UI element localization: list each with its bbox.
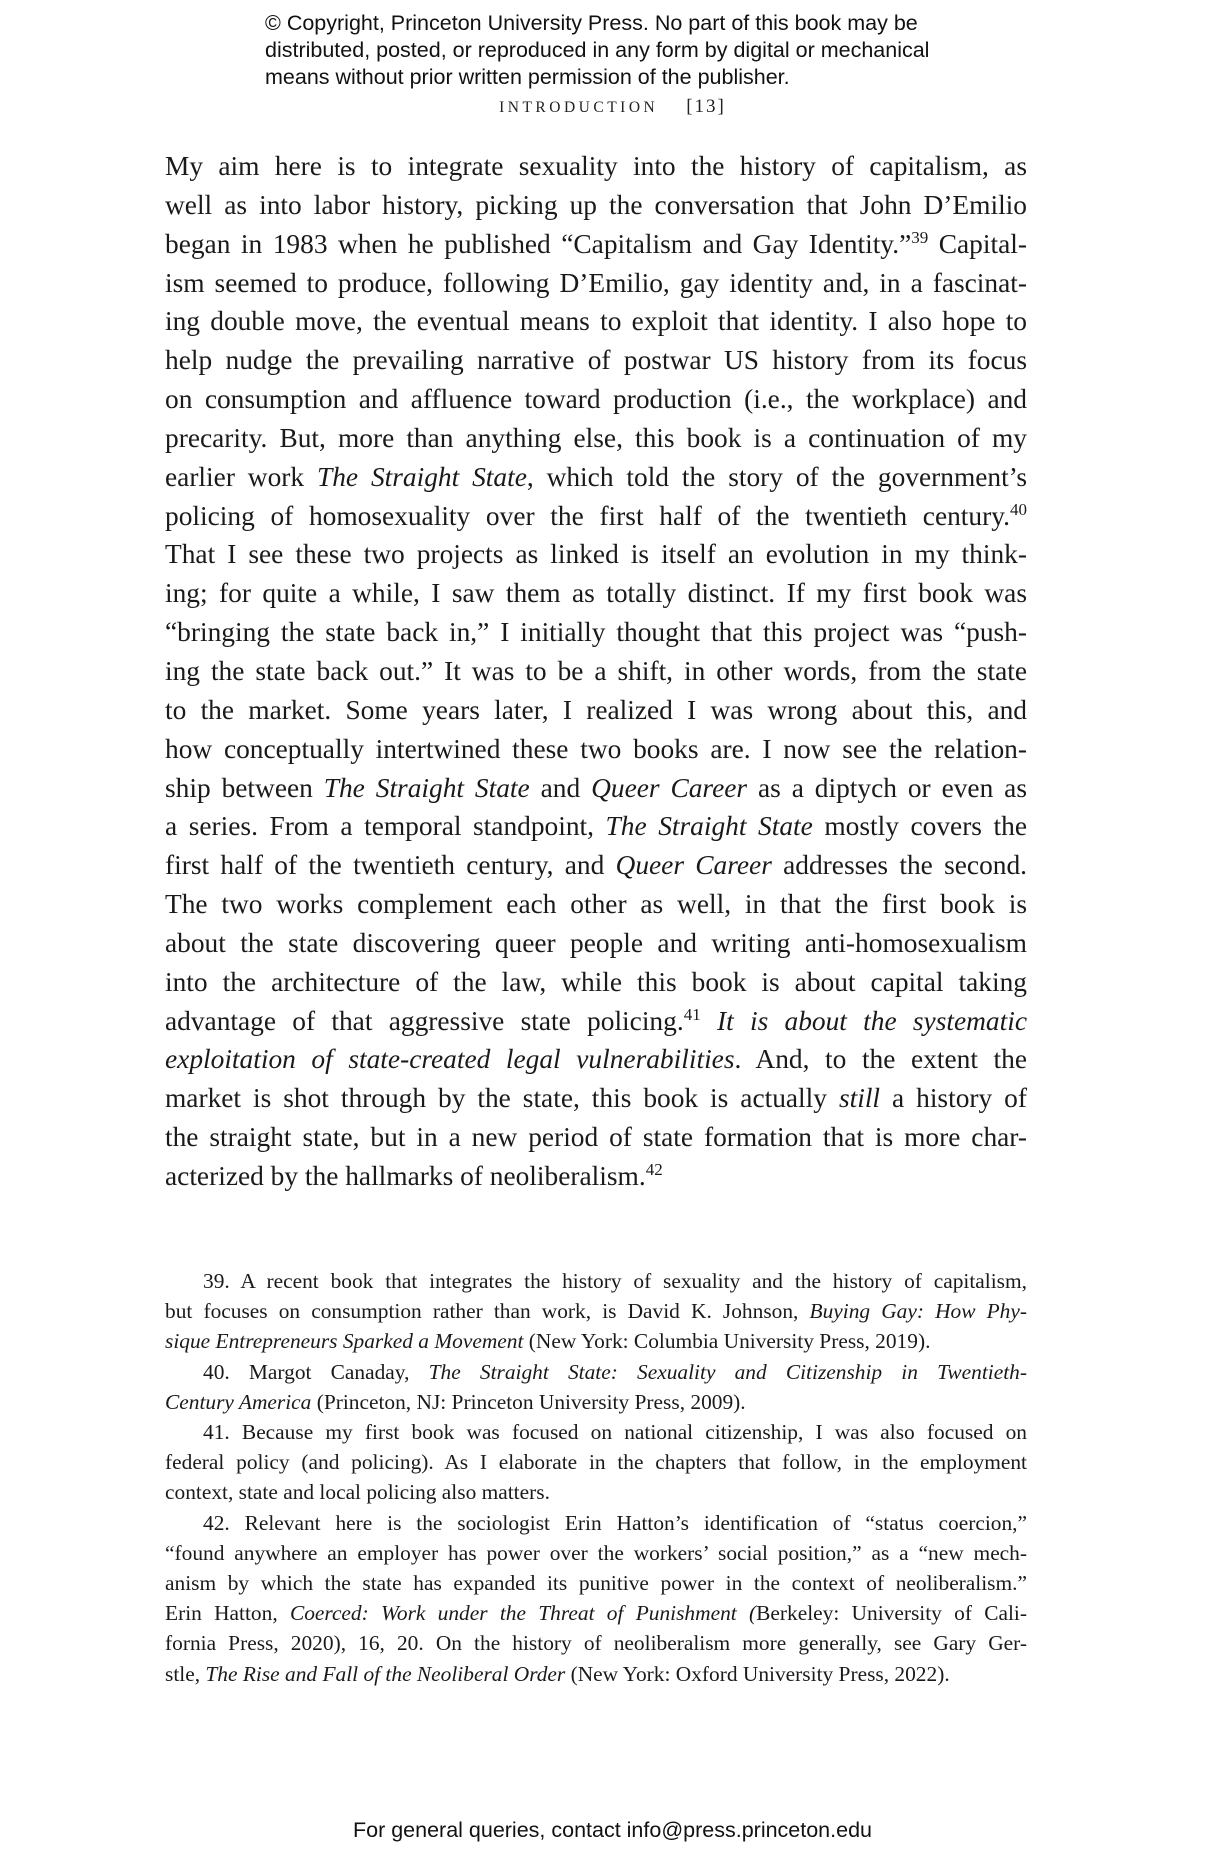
text-line: to the market. Some years later, I realized I was wrong about this, and xyxy=(165,694,1027,725)
footnote-line: “found anywhere an employer has power over the workers’ social position,” as a “new mech- xyxy=(165,1540,1027,1565)
footnote-line xyxy=(165,1326,1027,1356)
running-head xyxy=(0,96,1225,118)
running-head-section: INTRODUCTION xyxy=(499,99,659,116)
text-span: (New York: Oxford University Press, 2022). xyxy=(565,1661,950,1686)
footnote-ref[interactable]: 42 xyxy=(645,1159,663,1179)
text-span: advantage of that aggressive state policing. xyxy=(165,1005,684,1036)
text-line: on consumption and affluence toward production (i.e., the workplace) and xyxy=(165,384,1027,415)
text-line: “bringing the state back in,” I initially thought that this project was “push- xyxy=(165,617,1027,648)
text-span: began in 1983 when he published “Capitalism and Gay Identity.” xyxy=(165,228,912,259)
text-span: Capital- xyxy=(928,228,1027,259)
text-line xyxy=(165,1040,1027,1079)
copyright-line: © Copyright, Princeton University Press. No part of this book may be xyxy=(265,11,918,35)
text-line: well as into labor history, picking up the conversation that John D’Emilio xyxy=(165,189,1027,220)
text-span: market is shot through by the state, this book is actually xyxy=(165,1083,839,1114)
footnote-line: context, state and local policing also matters. xyxy=(165,1480,550,1505)
book-title: The Straight State xyxy=(605,811,813,842)
text-line: That I see these two projects as linked is itself an evolution in my think- xyxy=(165,539,1027,570)
footnote-ref[interactable]: 40 xyxy=(1010,499,1027,519)
text-span: policing of homosexuality over the first half of the twentieth century. xyxy=(165,500,1010,531)
text-span: mostly covers the xyxy=(812,811,1027,842)
book-title: The Rise and Fall of the Neoliberal Order xyxy=(205,1661,566,1686)
text-span: acterized by the hallmarks of neoliberalism. xyxy=(165,1160,646,1191)
text-span: a history of xyxy=(880,1083,1027,1114)
text-line xyxy=(165,1002,1027,1041)
book-title: Buying Gay: How Phy- xyxy=(809,1299,1027,1324)
footnote-line: federal policy (and policing). As I elaborate in the chapters that follow, in the employment xyxy=(165,1450,1027,1475)
footnote-line xyxy=(165,1387,1027,1417)
footnote-40 xyxy=(165,1357,1027,1387)
text-span: 40. Margot Canaday, xyxy=(203,1359,429,1384)
text-span: ship between xyxy=(165,772,324,803)
text-span: , which told the story of the government’s xyxy=(526,461,1027,492)
text-line: into the architecture of the law, while this book is about capital taking xyxy=(165,966,1027,997)
footnote-39: 39. A recent book that integrates the history of sexuality and the history of capitalism, xyxy=(203,1269,1027,1293)
footnote-42: 42. Relevant here is the sociologist Erin Hatton’s identification of “status coercion,” xyxy=(203,1510,1027,1535)
text-line: ing; for quite a while, I saw them as totally distinct. If my first book was xyxy=(165,578,1027,609)
text-line xyxy=(165,807,1027,846)
book-title: Queer Career xyxy=(615,850,772,881)
page-number: [13] xyxy=(686,96,726,117)
text-span: and xyxy=(529,772,592,803)
book-title: The Straight State xyxy=(316,461,527,492)
footnote-41: 41. Because my first book was focused on national citizenship, I was also focused on xyxy=(203,1420,1027,1445)
emphasis-text: exploitation of state-created legal vulnerabilities xyxy=(165,1044,735,1075)
book-title: The Straight State: Sexuality and Citizenship in Twentieth- xyxy=(428,1359,1027,1384)
book-title: sique Entrepreneurs Sparked a Movement xyxy=(165,1329,524,1354)
text-line xyxy=(165,1157,1027,1196)
text-line: ing the state back out.” It was to be a shift, in other words, from the state xyxy=(165,655,1027,686)
copyright-line: distributed, posted, or reproduced in any form by digital or mechanical xyxy=(265,38,930,62)
book-title: Coerced: Work under the Threat of Punishment ( xyxy=(289,1601,757,1626)
text-span: a series. From a temporal standpoint, xyxy=(165,811,606,842)
text-span: as a diptych or even as xyxy=(747,772,1028,803)
footnote-line xyxy=(165,1659,1027,1689)
text-span: Erin Hatton, xyxy=(165,1601,290,1626)
text-line xyxy=(165,225,1027,264)
text-line xyxy=(165,769,1027,808)
footnote-ref[interactable]: 41 xyxy=(683,1004,701,1024)
copyright-notice xyxy=(265,10,985,91)
body-paragraph xyxy=(165,147,1027,1196)
copyright-line: means without prior written permission of the publisher. xyxy=(265,65,790,89)
text-line: precarity. But, more than anything else, this book is a continuation of my xyxy=(165,422,1027,453)
text-line: My aim here is to integrate sexuality into the history of capitalism, as xyxy=(165,151,1027,181)
footnote-line: anism by which the state has expanded its punitive power in the context of neoliberalism.” xyxy=(165,1571,1027,1596)
footnotes xyxy=(165,1266,1027,1689)
text-line xyxy=(165,846,1027,885)
footnote-line xyxy=(165,1296,1027,1326)
footnote-line xyxy=(165,1598,1027,1628)
text-span: earlier work xyxy=(165,461,317,492)
text-span: addresses the second. xyxy=(771,850,1027,881)
text-span: (New York: Columbia University Press, 2019). xyxy=(523,1329,931,1354)
text-line: ing double move, the eventual means to exploit that identity. I also hope to xyxy=(165,306,1027,337)
footnote-line: fornia Press, 2020), 16, 20. On the history of neoliberalism more generally, see Gary Ger- xyxy=(165,1631,1027,1656)
text-line: The two works complement each other as well, in that the first book is xyxy=(165,889,1027,920)
text-line: how conceptually intertwined these two books are. I now see the relation- xyxy=(165,733,1027,764)
book-title: Century America xyxy=(165,1389,312,1414)
text-span: . And, to the extent the xyxy=(734,1044,1027,1075)
text-line xyxy=(165,497,1027,536)
text-line: ism seemed to produce, following D’Emilio, gay identity and, in a fascinat- xyxy=(165,267,1027,298)
text-line xyxy=(165,1079,1027,1118)
footnote-ref[interactable]: 39 xyxy=(911,227,929,247)
text-span: (Princeton, NJ: Princeton University Press, 2009). xyxy=(311,1389,746,1414)
book-title: Queer Career xyxy=(591,772,748,803)
text-line xyxy=(165,458,1027,497)
text-span: stle, xyxy=(165,1661,206,1686)
emphasis-text: still xyxy=(838,1083,881,1114)
text-span: but focuses on consumption rather than work, is David K. Johnson, xyxy=(165,1299,810,1324)
text-span: first half of the twentieth century, and xyxy=(165,850,616,881)
text-line: the straight state, but in a new period of state formation that is more char- xyxy=(165,1122,1027,1153)
footer-contact: For general queries, contact info@press.princeton.edu xyxy=(352,1818,872,1842)
text-span: Berkeley: University of Cali- xyxy=(756,1601,1028,1626)
emphasis-text: It is about the systematic xyxy=(700,1005,1027,1036)
text-line: help nudge the prevailing narrative of postwar US history from its focus xyxy=(165,345,1027,376)
book-title: The Straight State xyxy=(323,772,530,803)
text-line: about the state discovering queer people and writing anti-homosexualism xyxy=(165,927,1027,958)
